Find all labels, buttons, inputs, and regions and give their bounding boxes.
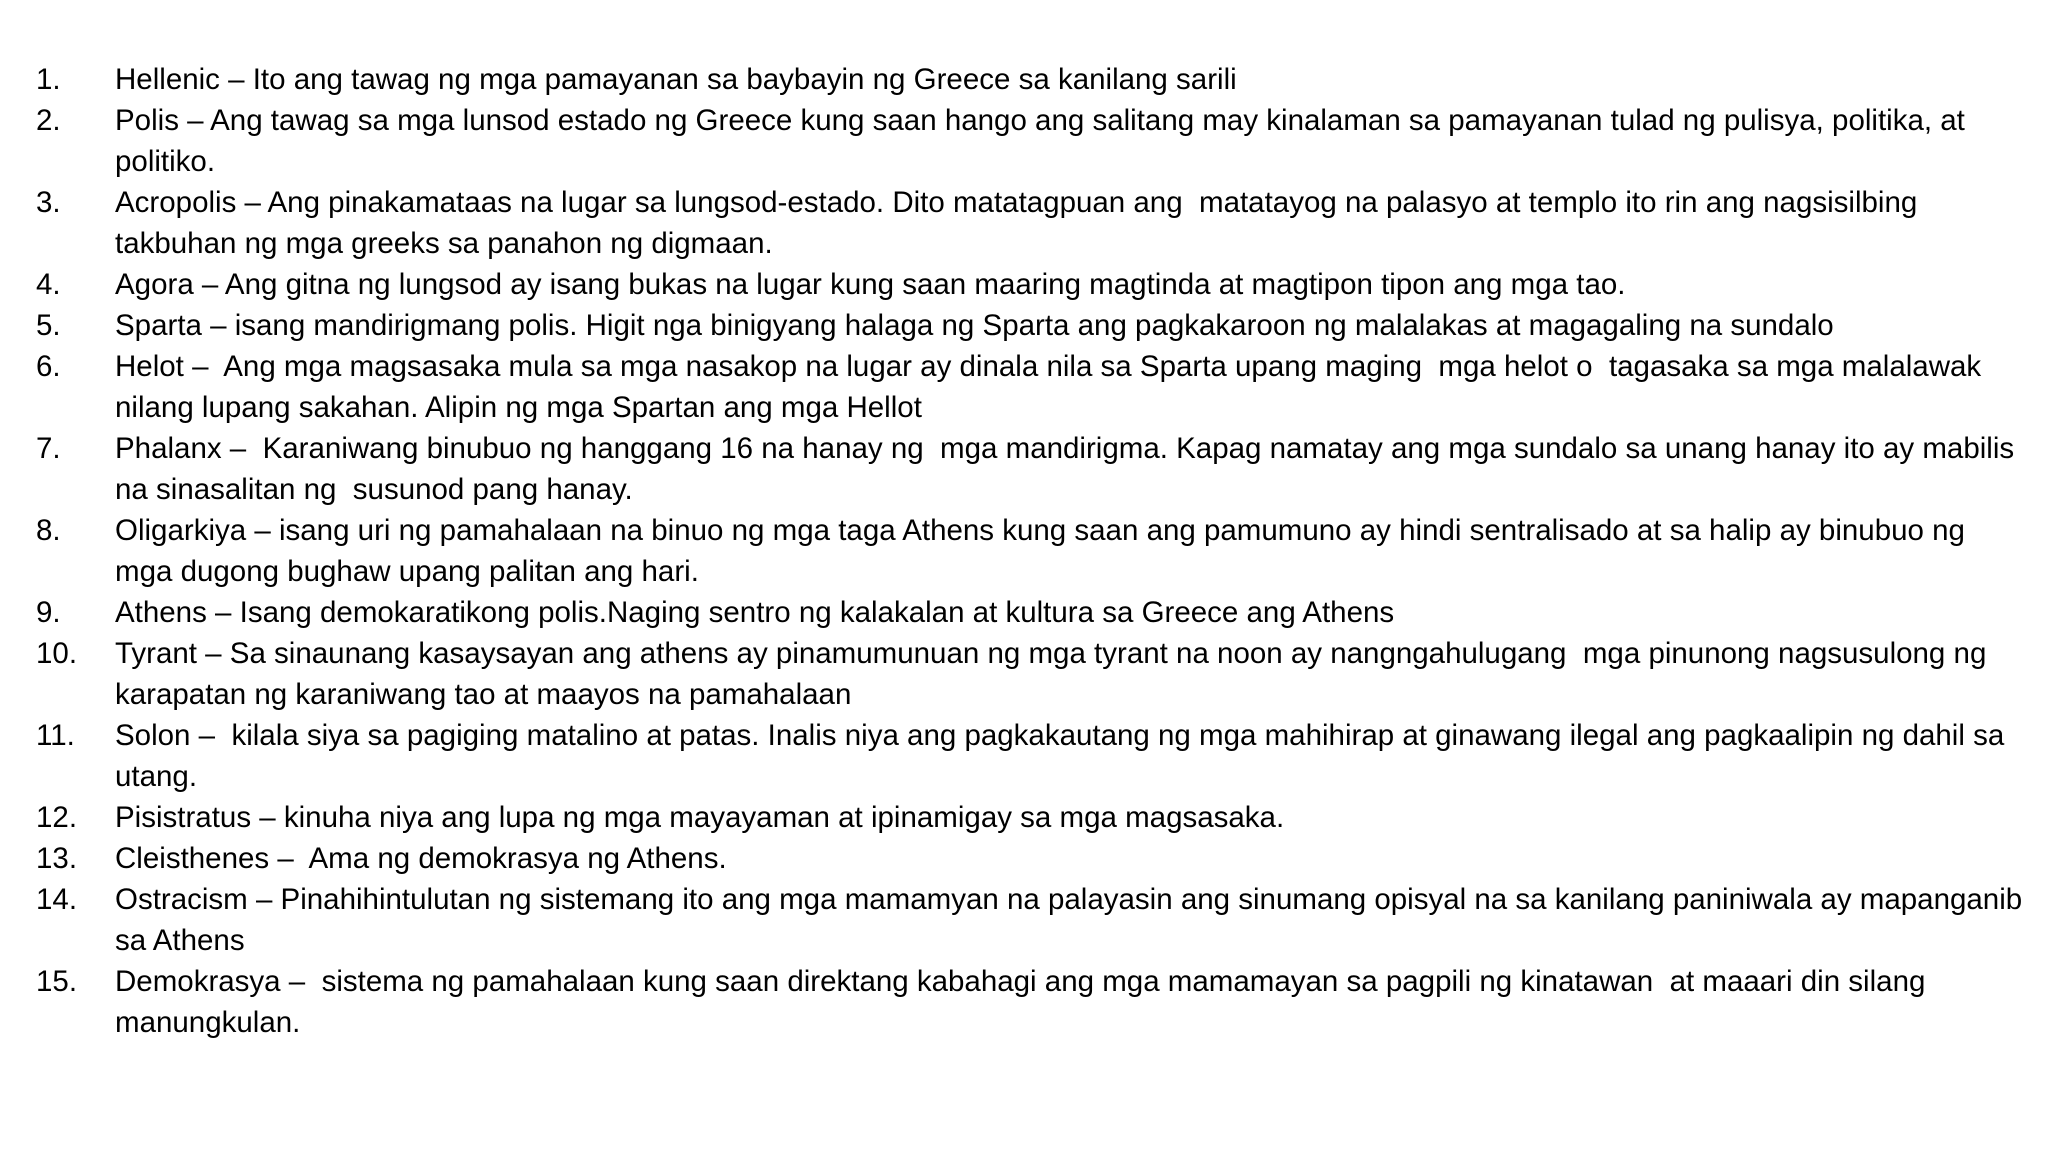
list-item — [36, 633, 2028, 715]
item-text: Hellenic – Ito ang tawag ng mga pamayanan sa baybayin ng Greece sa kanilang sarili — [115, 63, 1237, 96]
item-number: 15. — [36, 965, 78, 998]
item-text: Helot – Ang mga magsasaka mula sa mga nasakop na lugar ay dinala nila sa Sparta upang maging mga helot o tagasaka sa mga malalawak nilang lupang sakahan. Alipin ng mga Spartan ang mga Hellot — [115, 350, 1990, 424]
item-number: 4. — [36, 268, 61, 301]
item-number: 12. — [36, 801, 78, 834]
item-number: 2. — [36, 104, 61, 137]
item-number: 5. — [36, 309, 61, 342]
item-text: Phalanx – Karaniwang binubuo ng hanggang 16 na hanay ng mga mandirigma. Kapag namatay ang mga sundalo sa unang hanay ito ay mabilis na sinasalitan ng susunod pang hanay. — [115, 432, 2023, 506]
item-text: Cleisthenes – Ama ng demokrasya ng Athens. — [115, 842, 727, 875]
item-text: Tyrant – Sa sinaunang kasaysayan ang athens ay pinamumunuan ng mga tyrant na noon ay nangngahulugang mga pinunong nagsusulong ng karapatan ng karaniwang tao at maayos na pamahalaan — [115, 637, 1995, 711]
list-item — [36, 797, 2028, 838]
item-number: 8. — [36, 514, 61, 547]
list-item — [36, 182, 2028, 264]
item-number: 11. — [36, 719, 75, 752]
list-item — [36, 879, 2031, 961]
item-text: Pisistratus – kinuha niya ang lupa ng mga mayayaman at ipinamigay sa mga magsasaka. — [115, 801, 1285, 834]
list-item — [36, 264, 2028, 305]
item-number: 10. — [36, 637, 78, 670]
item-number: 13. — [36, 842, 78, 875]
list-item — [36, 428, 2028, 510]
item-number: 7. — [36, 432, 61, 465]
item-text: Oligarkiya – isang uri ng pamahalaan na binuo ng mga taga Athens kung saan ang pamumuno ay hindi sentralisado at sa halip ay binubuo ng mga dugong bughaw upang palitan ang hari. — [115, 514, 1974, 588]
list-item — [36, 59, 2028, 100]
term-list — [36, 59, 2031, 1043]
item-number: 14. — [36, 883, 78, 916]
list-item — [36, 305, 2028, 346]
item-text: Polis – Ang tawag sa mga lunsod estado ng Greece kung saan hango ang salitang may kinalaman sa pamayanan tulad ng pulisya, politika, at politiko. — [115, 104, 1974, 178]
list-item — [36, 346, 2028, 428]
item-text: Agora – Ang gitna ng lungsod ay isang bukas na lugar kung saan maaring magtinda at magtipon tipon ang mga tao. — [115, 268, 1626, 301]
item-number: 9. — [36, 596, 61, 629]
item-text: Sparta – isang mandirigmang polis. Higit nga binigyang halaga ng Sparta ang pagkakaroon ng malalakas at magagaling na sundalo — [115, 309, 1834, 342]
list-item — [36, 838, 2028, 879]
item-number: 6. — [36, 350, 61, 383]
item-number: 3. — [36, 186, 61, 219]
list-item — [36, 100, 2028, 182]
list-item — [36, 592, 2028, 633]
item-text: Acropolis – Ang pinakamataas na lugar sa lungsod-estado. Dito matatagpuan ang matatayog na palasyo at templo ito rin ang nagsisilbing takbuhan ng mga greeks sa panahon ng digmaan. — [115, 186, 1926, 260]
item-text: Athens – Isang demokaratikong polis.Naging sentro ng kalakalan at kultura sa Greece ang Athens — [115, 596, 1395, 629]
list-item — [36, 961, 2028, 1043]
item-number: 1. — [36, 63, 61, 96]
item-text: Ostracism – Pinahihintulutan ng sistemang ito ang mga mamamyan na palayasin ang sinumang opisyal na sa kanilang paniniwala ay mapanganib sa Athens — [115, 883, 2031, 957]
list-item — [36, 510, 2028, 592]
item-text: Solon – kilala siya sa pagiging matalino at patas. Inalis niya ang pagkakautang ng mga mahihirap at ginawang ilegal ang pagkaalipin ng dahil sa utang. — [115, 719, 2013, 793]
list-item — [36, 715, 2028, 797]
item-text: Demokrasya – sistema ng pamahalaan kung saan direktang kabahagi ang mga mamamayan sa pagpili ng kinatawan at maaari din silang manungkulan. — [115, 965, 1934, 1039]
